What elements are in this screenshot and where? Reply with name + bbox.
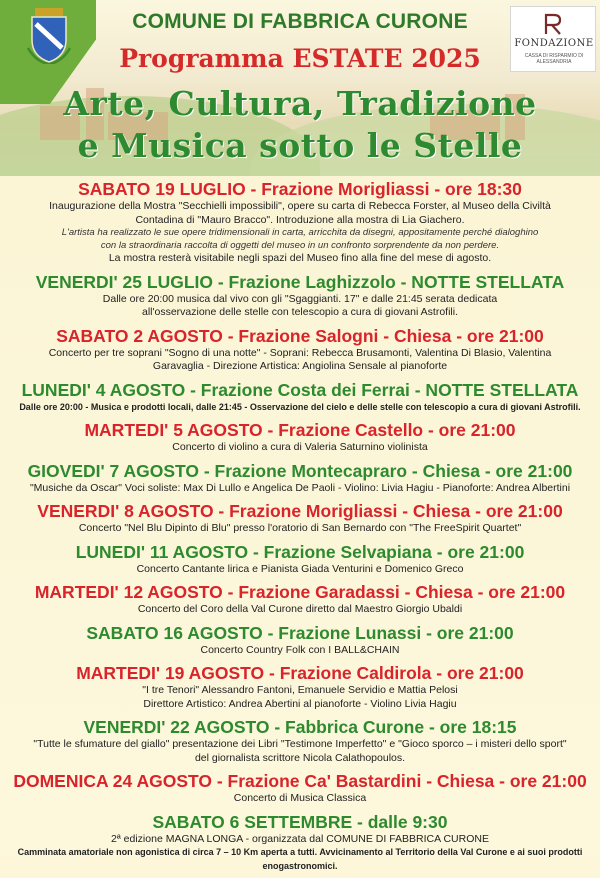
fondazione-subtitle: CASSA DI RISPARMIO DI ALESSANDRIA — [524, 53, 584, 65]
event-description: Inaugurazione della Mostra "Secchielli impossibili", opere su carta di Rebecca Forster, al Museo della Civiltà — [49, 200, 551, 212]
event-item — [0, 271, 600, 320]
event-note: con la straordinaria raccolta di oggetti del museo in un confronto sorprendente da non perdere. — [100, 239, 500, 251]
event-description: 2ª edizione MAGNA LONGA - organizzata dal COMUNE DI FABBRICA CURONE — [111, 832, 489, 845]
event-heading: SABATO 6 SETTEMBRE - dalle 9:30 — [152, 811, 448, 832]
event-description: del giornalista scrittore Nicola Calathopoulos. — [194, 751, 406, 764]
event-description: Concerto "Nel Blu Dipinto di Blu" presso l'oratorio di San Bernardo con "The FreeSpirit Quartet" — [78, 522, 522, 534]
event-heading: SABATO 16 AGOSTO - Frazione Lunassi - ore 21:00 — [86, 622, 514, 643]
fondazione-mark-icon — [543, 12, 563, 36]
event-heading: MARTEDI' 5 AGOSTO - Frazione Castello - ore 21:00 — [84, 420, 516, 440]
event-note: Camminata amatoriale non agonistica di circa 7 – 10 Km aperta a tutti. Avvicinamento al Territorio della Val Curone e ai suoi prodotti enogastronomici. — [17, 847, 583, 871]
main-title-line-1: Arte, Cultura, Tradizione — [63, 84, 537, 123]
event-item — [0, 541, 600, 577]
event-heading: VENERDI' 25 LUGLIO - Frazione Laghizzolo - NOTTE STELLATA — [35, 271, 565, 292]
event-heading: VENERDI' 22 AGOSTO - Fabbrica Curone - ore 18:15 — [83, 717, 517, 737]
event-item — [0, 500, 600, 536]
event-description: Concerto per tre soprani "Sogno di una notte" - Soprani: Rebecca Brusamonti, Valentina Di Blasio, Valentina — [48, 346, 552, 359]
event-item — [0, 662, 600, 711]
event-description: "Tutte le sfumature del giallo" presentazione dei Libri "Testimone Imperfetto" e "Gioco sporco – i misteri dello sport" — [33, 738, 567, 750]
event-description: Contadina di "Mauro Bracco". Introduzione alla mostra di Lia Giachero. — [135, 213, 465, 226]
event-item — [0, 379, 600, 415]
event-heading: VENERDI' 8 AGOSTO - Frazione Morigliassi - Chiesa - ore 21:00 — [37, 501, 563, 521]
event-item — [0, 622, 600, 658]
event-description: Concerto Country Folk con I BALL&CHAIN — [200, 643, 400, 656]
event-heading: SABATO 19 LUGLIO - Frazione Morigliassi - ore 18:30 — [78, 179, 522, 199]
event-item — [0, 581, 600, 617]
event-description: Concerto di violino a cura di Valeria Saturnino violinista — [172, 441, 428, 453]
main-title-line-2: e Musica sotto le Stelle — [77, 126, 523, 165]
fondazione-logo — [510, 6, 596, 72]
fondazione-name: FONDAZIONE — [514, 38, 594, 49]
event-heading: SABATO 2 AGOSTO - Frazione Salogni - Chiesa - ore 21:00 — [56, 325, 544, 346]
event-description: Dalle ore 20:00 - Musica e prodotti locali, dalle 21:45 - Osservazione del cielo e delle stelle con telescopio a cura di giovani Astrofili. — [19, 401, 581, 412]
event-heading: LUNEDI' 4 AGOSTO - Frazione Costa dei Ferrai - NOTTE STELLATA — [21, 379, 579, 400]
event-note: L'artista ha realizzato le sue opere tridimensionali in carta, arricchita da disegni, appositamente perché dialoghino — [61, 227, 539, 238]
event-description: Direttore Artistico: Andrea Abertini al pianoforte - Violino Livia Hagiu — [143, 697, 457, 710]
event-description: Concerto di Musica Classica — [233, 792, 367, 804]
event-item — [0, 770, 600, 806]
event-description: "Musiche da Oscar" Voci soliste: Max Di Lullo e Angelica De Paoli - Violino: Livia Hagiu - Pianoforte: Andrea Albertini — [29, 481, 571, 494]
event-description: Concerto Cantante lirica e Pianista Giada Venturini e Domenico Greco — [136, 562, 464, 575]
comune-title: COMUNE DI FABBRICA CURONE — [132, 10, 468, 33]
event-heading: DOMENICA 24 AGOSTO - Frazione Ca' Bastardini - Chiesa - ore 21:00 — [13, 771, 587, 791]
event-description: "I tre Tenori" Alessandro Fantoni, Emanuele Servidio e Mattia Pelosi — [142, 684, 458, 696]
event-list — [0, 178, 600, 878]
event-description: all'osservazione delle stelle con telescopio a cura di giovani Astrofili. — [141, 306, 458, 318]
event-description: Garavaglia - Direzione Artistica: Angiolina Sensale al pianoforte — [152, 360, 448, 372]
event-item — [0, 178, 600, 266]
event-item — [0, 460, 600, 496]
event-heading: GIOVEDI' 7 AGOSTO - Frazione Montecapraro - Chiesa - ore 21:00 — [27, 460, 573, 481]
event-heading: MARTEDI' 19 AGOSTO - Frazione Caldirola - ore 21:00 — [76, 663, 524, 683]
event-item — [0, 419, 600, 455]
event-item — [0, 716, 600, 765]
event-description: Concerto del Coro della Val Curone diretto dal Maestro Giorgio Ubaldi — [137, 603, 463, 615]
event-heading: MARTEDI' 12 AGOSTO - Frazione Garadassi - Chiesa - ore 21:00 — [34, 582, 566, 602]
event-item — [0, 325, 600, 374]
programma-title: Programma ESTATE 2025 — [119, 44, 481, 73]
event-heading: LUNEDI' 11 AGOSTO - Frazione Selvapiana - ore 21:00 — [75, 541, 525, 562]
event-note: La mostra resterà visitabile negli spazi del Museo fino alla fine del mese di agosto. — [108, 252, 492, 264]
event-item — [0, 811, 600, 874]
event-description: Dalle ore 20:00 musica dal vivo con gli "Sgaggianti. 17" e dalle 21:45 serata dedicata — [102, 292, 498, 305]
